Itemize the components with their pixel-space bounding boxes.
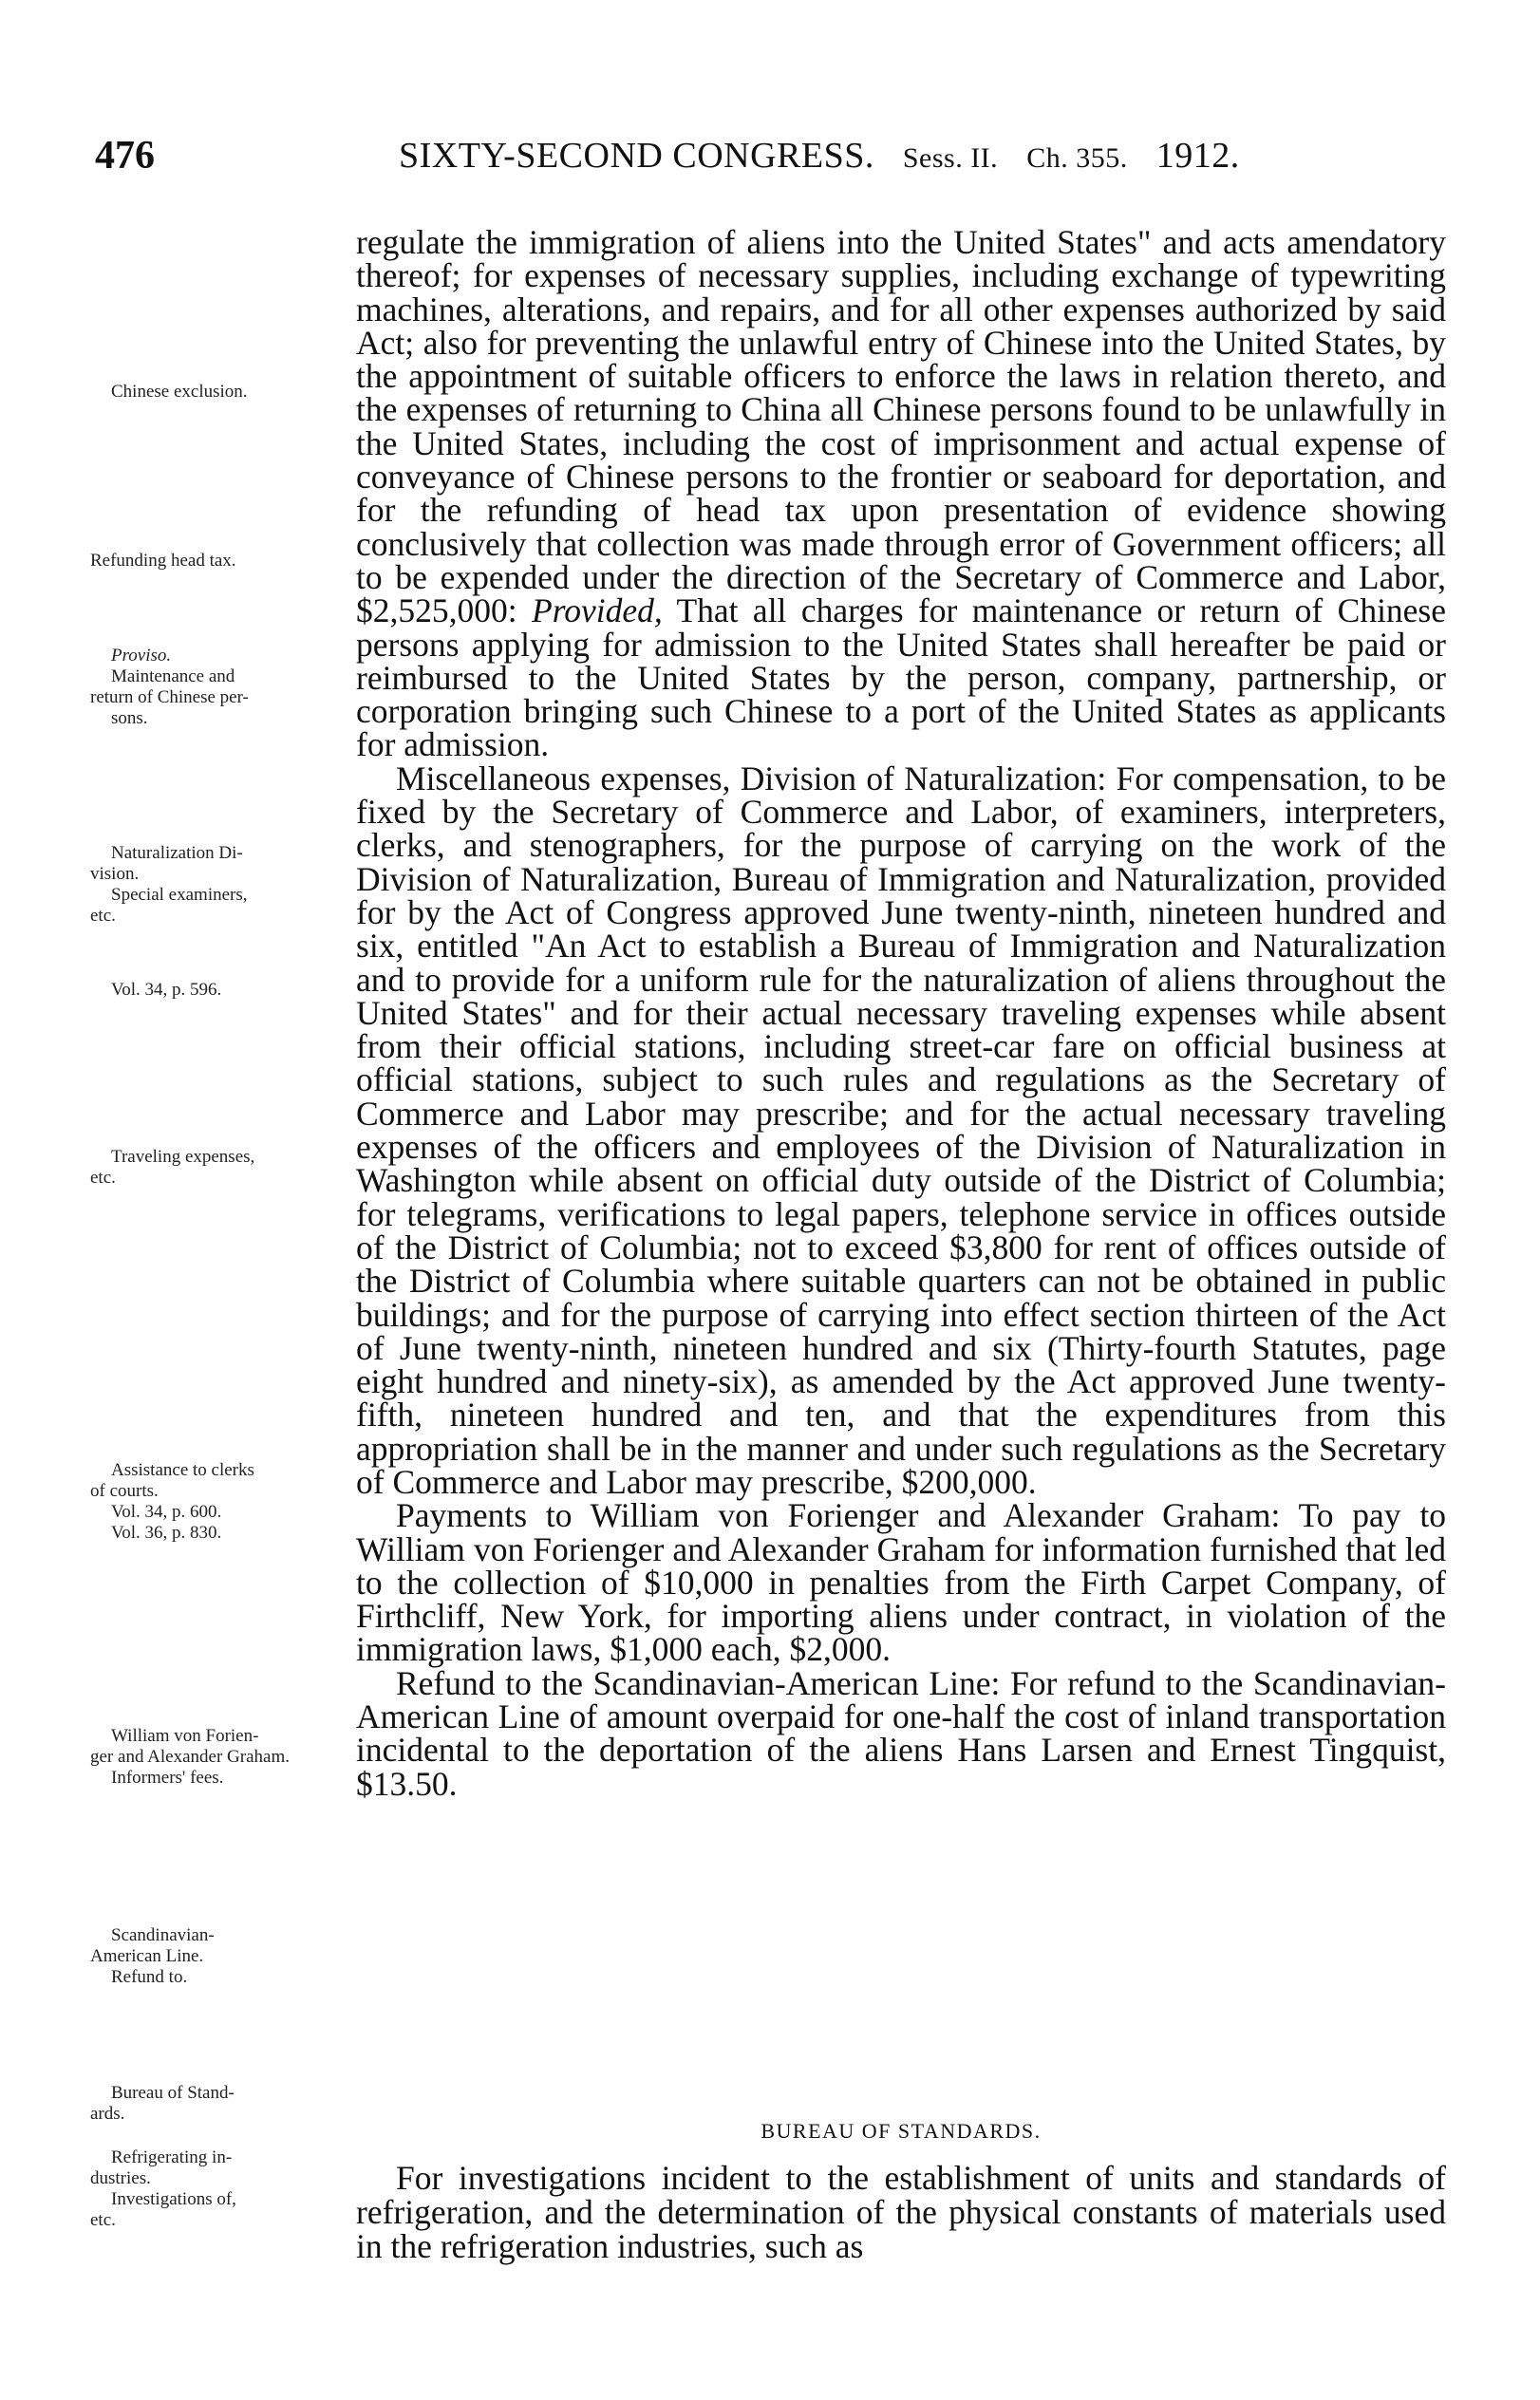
header-chapter: Ch. 355. bbox=[1026, 142, 1128, 174]
proviso-label: Proviso. bbox=[111, 646, 172, 666]
header-title bbox=[399, 135, 1240, 177]
statute-body bbox=[356, 223, 1447, 1803]
sidenote-chinese-exclusion: Chinese exclusion. bbox=[111, 382, 248, 402]
paragraph-refrigeration: For investigations incident to the establishment of units and standards of refrigeration, and the determination of the physical constants of materials used in the refrigeration industries, such as bbox=[356, 2159, 1446, 2265]
sidenote-bureau-of-standards: Bureau of Stand- ards. bbox=[90, 2083, 235, 2124]
sidenote-vol34-596: Vol. 34, p. 596. bbox=[111, 980, 222, 1000]
paragraph-chinese-exclusion: regulate the immigration of aliens into the United States" and acts amendatory thereof; for expenses of necessary supplies, including exchange of typewriting machines, alterations, and repairs, and for all other expenses authorized by said Act; also for preventing the unlawful entry of Chinese into the United States, by the appointment of suitable officers to enforce the laws in relation thereto, and the expenses of returning to China all Chinese persons found to be unlawfully in the United States, including the cost of imprisonment and actual expense of conveyance of Chinese persons to the frontier or seaboard for deportation, and for the refunding of head tax upon presentation of evidence showing conclusively that collection was made through error of Government officers; all to be expended under the direction of the Secretary of Commerce and Labor, $2,525,000: Provided, That all charges for maintenance or return of Chinese persons applying for admission to the United States shall hereafter be paid or reimbursed to the United States by the person, company, partnership, or corporation bringing such Chinese to a port of the United States as applicants for admission. bbox=[356, 223, 1447, 764]
sidenote-special-examiners: Special examiners, etc. bbox=[90, 885, 248, 926]
paragraph-informers-payment: Payments to William von Forienger and Alexander Graham: To pay to William von Forienger and Alexander Graham for information furnished that led to the collection of $10,000 in penalties from the Firth Carpet Company, of Firthcliff, New York, for importing aliens under contract, in violation of the immigration laws, $1,000 each, $2,000. bbox=[356, 1496, 1446, 1669]
sidenote-scandinavian-american: Scandinavian- American Line. Refund to. bbox=[90, 1925, 215, 1987]
sidenote-traveling-expenses: Traveling expenses, etc. bbox=[90, 1147, 255, 1188]
header-year: 1912. bbox=[1155, 136, 1240, 176]
section-heading-bureau-of-standards: BUREAU OF STANDARDS. bbox=[761, 2119, 1042, 2143]
margin-notes bbox=[90, 0, 342, 2400]
statute-body-standards bbox=[356, 2161, 1446, 2263]
proviso-word: Provided, bbox=[532, 591, 663, 630]
sidenote-assistance: Assistance to clerks of courts. Vol. 34, p. 600. Vol. 36, p. 830. bbox=[90, 1460, 254, 1543]
page-number: 476 bbox=[95, 134, 155, 178]
sidenote-proviso: Proviso. Maintenance and return of Chinese per- sons. bbox=[90, 646, 249, 728]
sidenote-refrigerating: Refrigerating in- dustries. Investigations of, etc. bbox=[90, 2147, 236, 2230]
sidenote-refunding-head-tax: Refunding head tax. bbox=[90, 551, 236, 571]
sidenote-william-von-forienger: William von Forien- ger and Alexander Graham. Informers' fees. bbox=[90, 1726, 290, 1788]
header-congress: SIXTY-SECOND CONGRESS. bbox=[399, 136, 874, 176]
paragraph-scandinavian-refund: Refund to the Scandinavian-American Line: For refund to the Scandinavian-American Line of amount overpaid for one-half the cost of inland transportation incidental to the deportation of the aliens Hans Larsen and Ernest Tingquist, $13.50. bbox=[356, 1663, 1446, 1803]
sidenote-naturalization: Naturalization Di- vision. bbox=[90, 843, 243, 884]
paragraph-naturalization: Miscellaneous expenses, Division of Naturalization: For compensation, to be fixed by the Secretary of Commerce and Labor, of examiners, interpreters, clerks, and stenographers, for the purpose of carrying on the work of the Division of Naturalization, Bureau of Immigration and Naturalization, provided for by the Act of Congress approved June twenty-ninth, nineteen hundred and six, entitled "An Act to establish a Bureau of Immigration and Naturalization and to provide for a uniform rule for the naturalization of aliens throughout the United States" and for their actual necessary traveling expenses while absent from their official stations, including street-car fare on official business at official stations, subject to such rules and regulations as the Secretary of Commerce and Labor may prescribe; and for the actual necessary traveling expenses of the officers and employees of the Division of Naturalization in Washington while absent on official duty outside of the District of Columbia; for telegrams, verifications to legal papers, telephone service in offices outside of the District of Columbia; not to exceed $3,800 for rent of offices outside of the District of Columbia where suitable quarters can not be obtained in public buildings; and for the purpose of carrying into effect section thirteen of the Act of June twenty-ninth, nineteen hundred and six (Thirty-fourth Statutes, page eight hundred and ninety-six), as amended by the Act approved June twenty-fifth, nineteen hundred and ten, and that the expenditures from this appropriation shall be in the manner and under such regulations as the Secretary of Commerce and Labor may prescribe, $200,000. bbox=[356, 759, 1446, 1501]
header-session: Sess. II. bbox=[902, 142, 999, 174]
